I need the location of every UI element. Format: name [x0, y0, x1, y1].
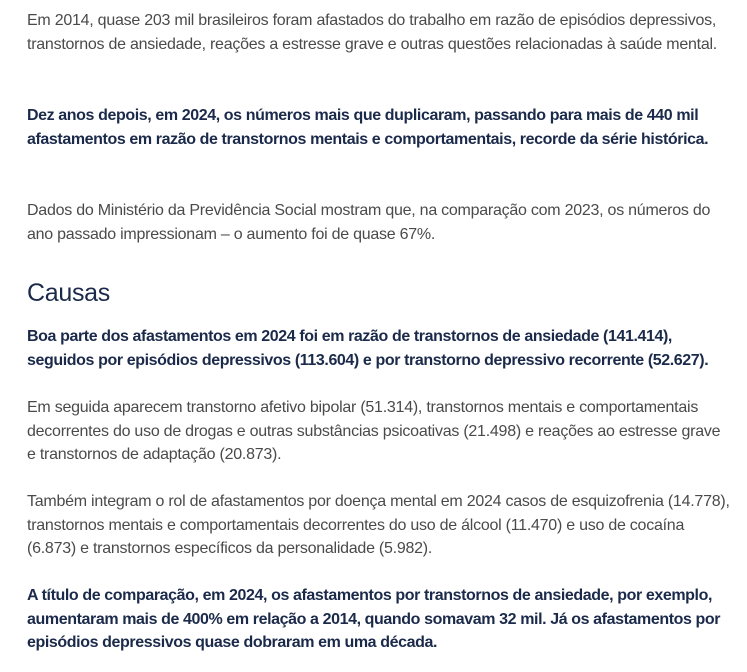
paragraph-highlight-2024: Dez anos depois, em 2024, os números mais que duplicaram, passando para mais de 440 mil afastamentos em razão de transtornos mentais e comportamentais, recorde da série histórica. [27, 107, 709, 148]
paragraph-causes-secondary: Em seguida aparecem transtorno afetivo bipolar (51.314), transtornos mentais e comportamentais decorrentes do uso de drogas e outras substâncias psicoativas (21.498) e reações ao estresse grave e transtornos de adaptação (20.873). [27, 399, 721, 463]
paragraph-intro: Em 2014, quase 203 mil brasileiros foram afastados do trabalho em razão de episódios depressivos, transtornos de ansiedade, reações a estresse grave e outras questões relacionadas à saúde mental. [27, 12, 717, 53]
paragraph-comparison: A título de comparação, em 2024, os afastamentos por transtornos de ansiedade, por exemplo, aumentaram mais de 400% em relação a 2014, quando somavam 32 mil. Já os afastamentos por episódios depressivos quase dobraram em uma década. [27, 587, 721, 651]
section-heading-causas: Causas [27, 279, 110, 307]
paragraph-ministry-data: Dados do Ministério da Previdência Social mostram que, na comparação com 2023, os números do ano passado impressionam – o aumento foi de quase 67%. [27, 202, 711, 243]
paragraph-causes-other: Também integram o rol de afastamentos por doença mental em 2024 casos de esquizofrenia (14.778), transtornos mentais e comportamentais decorrentes do uso de álcool (11.470) e uso de cocaína (6.873) e transtornos específicos da personalidade (5.982). [27, 493, 730, 557]
paragraph-causes-main: Boa parte dos afastamentos em 2024 foi em razão de transtornos de ansiedade (141.414), seguidos por episódios depressivos (113.604) e por transtorno depressivo recorrente (52.627). [27, 328, 709, 369]
